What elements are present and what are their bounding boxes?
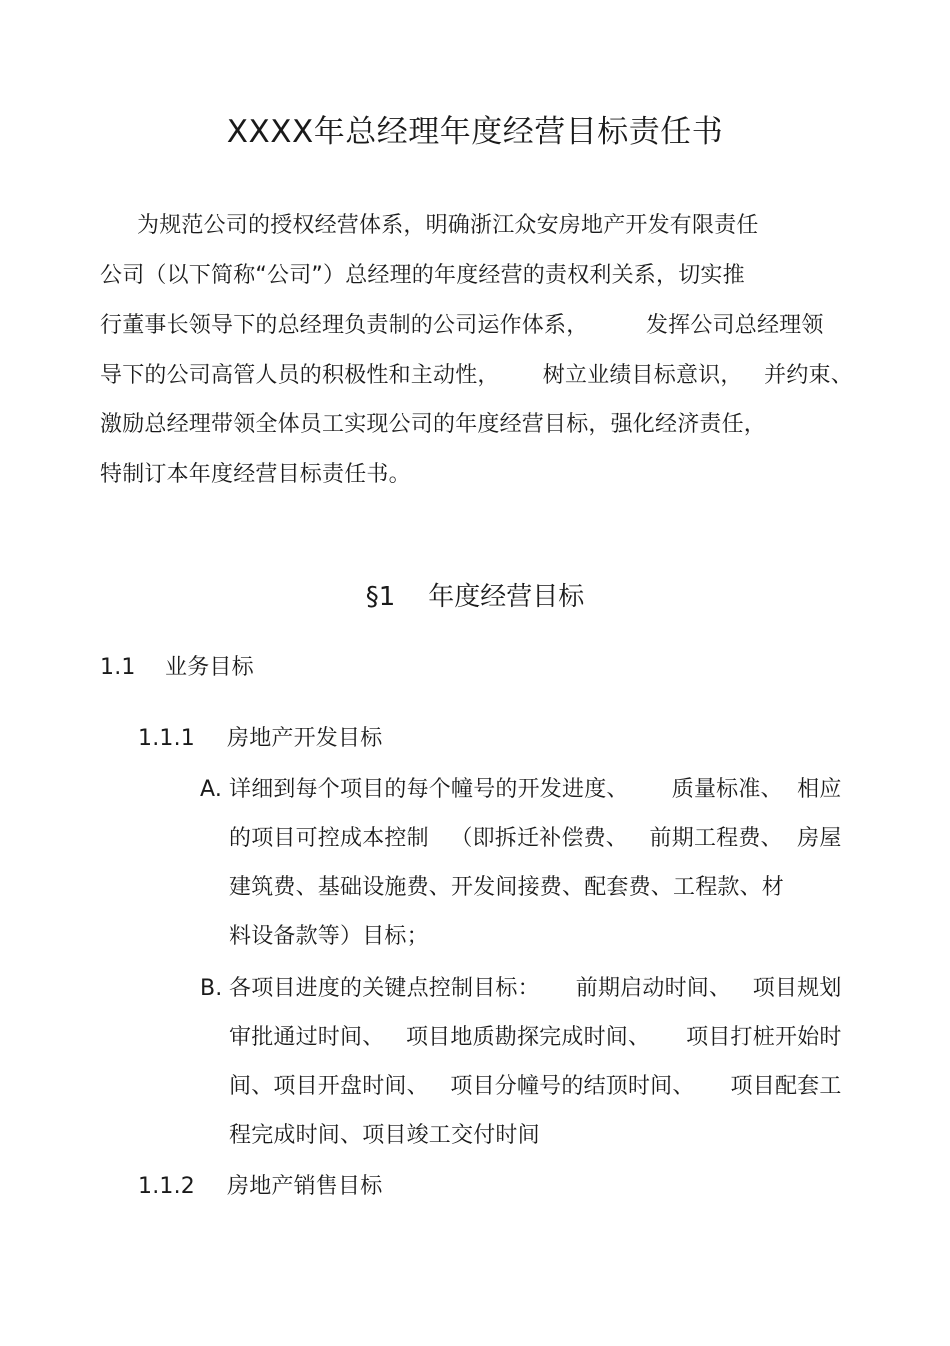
intro-line: 激励总经理带领全体员工实现公司的年度经营目标，强化经济责任，: [100, 412, 767, 437]
intro-line: 公司（以下简称“公司”）总经理的年度经营的责权利关系，切实推: [100, 263, 745, 288]
section-heading: §1 年度经营目标: [365, 582, 585, 612]
intro-line: 导下的公司高管人员的积极性和主动性， 树立业绩目标意识， 并约束、: [100, 363, 853, 388]
document-title: XXXX年总经理年度经营目标责任书: [226, 114, 724, 150]
item-letter: B.: [200, 976, 223, 1001]
heading-number: 1.1: [100, 655, 136, 680]
item-line: 的项目可控成本控制 （即拆迁补偿费、 前期工程费、 房屋: [229, 826, 842, 851]
intro-line: 为规范公司的授权经营体系，明确浙江众安房地产开发有限责任: [137, 213, 759, 238]
heading-number: 1.1.1: [138, 726, 195, 751]
item-line: 审批通过时间、 项目地质勘探完成时间、 项目打桩开始时: [229, 1025, 842, 1050]
heading-label: 房地产销售目标: [227, 1174, 383, 1199]
item-line: 详细到每个项目的每个幢号的开发进度、 质量标准、 相应: [229, 777, 842, 802]
heading-label: 房地产开发目标: [227, 726, 383, 751]
item-line: 料设备款等）目标；: [229, 924, 429, 949]
item-letter: A.: [200, 777, 223, 802]
item-line: 建筑费、基础设施费、开发间接费、配套费、工程款、材: [229, 875, 785, 900]
intro-line: 特制订本年度经营目标责任书。: [100, 462, 411, 487]
intro-line: 行董事长领导下的总经理负责制的公司运作体系， 发挥公司总经理领: [100, 313, 824, 338]
heading-label: 业务目标: [165, 655, 254, 680]
item-line: 间、项目开盘时间、 项目分幢号的结顶时间、 项目配套工: [229, 1074, 842, 1099]
item-line: 各项目进度的关键点控制目标： 前期启动时间、 项目规划: [229, 976, 842, 1001]
heading-number: 1.1.2: [138, 1174, 195, 1199]
item-line: 程完成时间、项目竣工交付时间: [229, 1123, 540, 1148]
